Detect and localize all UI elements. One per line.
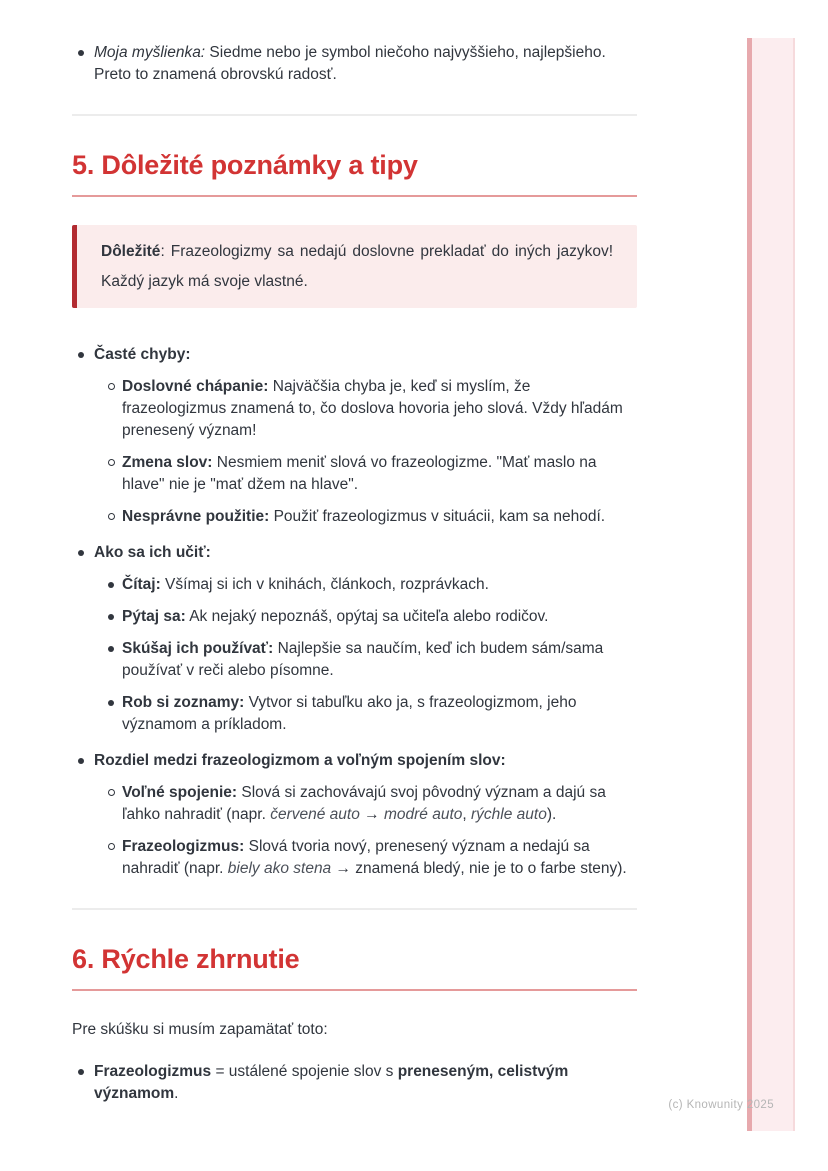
important-callout <box>72 225 637 308</box>
summary-text: = ustálené spojenie slov s <box>211 1063 398 1080</box>
list-item-my-thought <box>72 42 637 86</box>
item-label: Voľné spojenie: <box>122 784 238 801</box>
item-text: Ak nejaký nepoznáš, opýtaj sa učiteľa alebo rodičov. <box>185 608 549 625</box>
difference-title: Rozdiel medzi frazeologizmom a voľným spojením slov: <box>94 752 506 769</box>
section-6-heading: 6. Rýchle zhrnutie <box>72 944 637 991</box>
item-label: Zmena slov: <box>122 454 213 471</box>
section-divider-middle <box>72 908 637 910</box>
list-item-summary-definition <box>72 1061 637 1105</box>
how-to-learn-title: Ako sa ich učiť: <box>94 544 211 561</box>
item-text: Najväčšia chyba je, keď si myslím, že frazeologizmus znamená to, čo doslova hovoria jeho slová. Vždy hľadám prenesený význam! <box>122 378 623 439</box>
item-text: Nesmiem meniť slová vo frazeologizme. "Mať maslo na hlave" nie je "mať džem na hlave". <box>122 454 597 493</box>
item-label: Čítaj: <box>122 576 161 593</box>
example-italic: modré auto <box>383 806 463 823</box>
list-item-free-collocation <box>94 782 637 826</box>
list-item-ask <box>94 606 637 628</box>
section-5-heading: 5. Dôležité poznámky a tipy <box>72 150 637 197</box>
item-text: Všímaj si ich v knihách, článkoch, rozprávkach. <box>160 576 489 593</box>
item-text: Slová si zachovávajú svoj pôvodný význam a dajú sa ľahko nahradiť (napr. <box>122 784 606 823</box>
item-label: Doslovné chápanie: <box>122 378 269 395</box>
arrow-text: → <box>359 806 384 823</box>
callout-text: : Frazeologizmy sa nedajú doslovne prekladať do iných jazykov! Každý jazyk má svoje vlastné. <box>101 243 613 290</box>
common-mistakes-title: Časté chyby: <box>94 346 191 363</box>
section-5-list <box>72 344 637 880</box>
item-text: Slová tvoria nový, prenesený význam a nedajú sa nahradiť (napr. <box>122 838 590 877</box>
item-label: Skúšaj ich používať: <box>122 640 274 657</box>
item-text: Použiť frazeologizmus v situácii, kam sa nehodí. <box>269 508 606 525</box>
list-item-phraseme <box>94 836 637 880</box>
item-label: Frazeologizmus: <box>122 838 245 855</box>
list-item-common-mistakes <box>72 344 637 528</box>
item-text: → znamená bledý, nie je to o farbe steny). <box>331 860 627 877</box>
list-item-try-using <box>94 638 637 682</box>
my-thought-label: Moja myšlienka: <box>94 44 206 61</box>
list-item-difference <box>72 750 637 880</box>
example-italic: rýchle auto <box>471 806 547 823</box>
item-text: , <box>462 806 472 823</box>
difference-sublist <box>94 782 637 880</box>
summary-list <box>72 1061 637 1105</box>
page-edge-decoration <box>747 38 795 1131</box>
list-item-how-to-learn <box>72 542 637 736</box>
item-label: Nesprávne použitie: <box>122 508 270 525</box>
summary-term: Frazeologizmus <box>94 1063 212 1080</box>
example-italic: červené auto <box>270 806 360 823</box>
callout-label: Dôležité <box>101 243 161 260</box>
my-thought-text: Siedme nebo je symbol niečoho najvyššieho, najlepšieho. Preto to znamená obrovskú radosť. <box>94 44 606 83</box>
summary-text: . <box>174 1085 179 1102</box>
common-mistakes-sublist <box>94 376 637 528</box>
watermark: (c) Knowunity 2025 <box>668 1099 774 1111</box>
document-page <box>72 38 637 1119</box>
intro-bullet-list <box>72 42 637 86</box>
example-italic: biely ako stena <box>227 860 332 877</box>
section-divider-top <box>72 114 637 116</box>
item-text: Najlepšie sa naučím, keď ich budem sám/sama používať v reči alebo písomne. <box>122 640 604 679</box>
summary-intro: Pre skúšku si musím zapamätať toto: <box>72 1021 328 1038</box>
item-text: ). <box>546 806 557 823</box>
list-item-literal-understanding <box>94 376 637 442</box>
item-label: Rob si zoznamy: <box>122 694 245 711</box>
list-item-wrong-usage <box>94 506 637 528</box>
item-label: Pýtaj sa: <box>122 608 186 625</box>
list-item-make-lists <box>94 692 637 736</box>
item-text: Vytvor si tabuľku ako ja, s frazeologizmom, jeho významom a príkladom. <box>122 694 577 733</box>
list-item-word-change <box>94 452 637 496</box>
how-to-learn-sublist <box>94 574 637 736</box>
summary-emphasis: preneseným, celistvým významom <box>94 1063 569 1102</box>
list-item-read <box>94 574 637 596</box>
